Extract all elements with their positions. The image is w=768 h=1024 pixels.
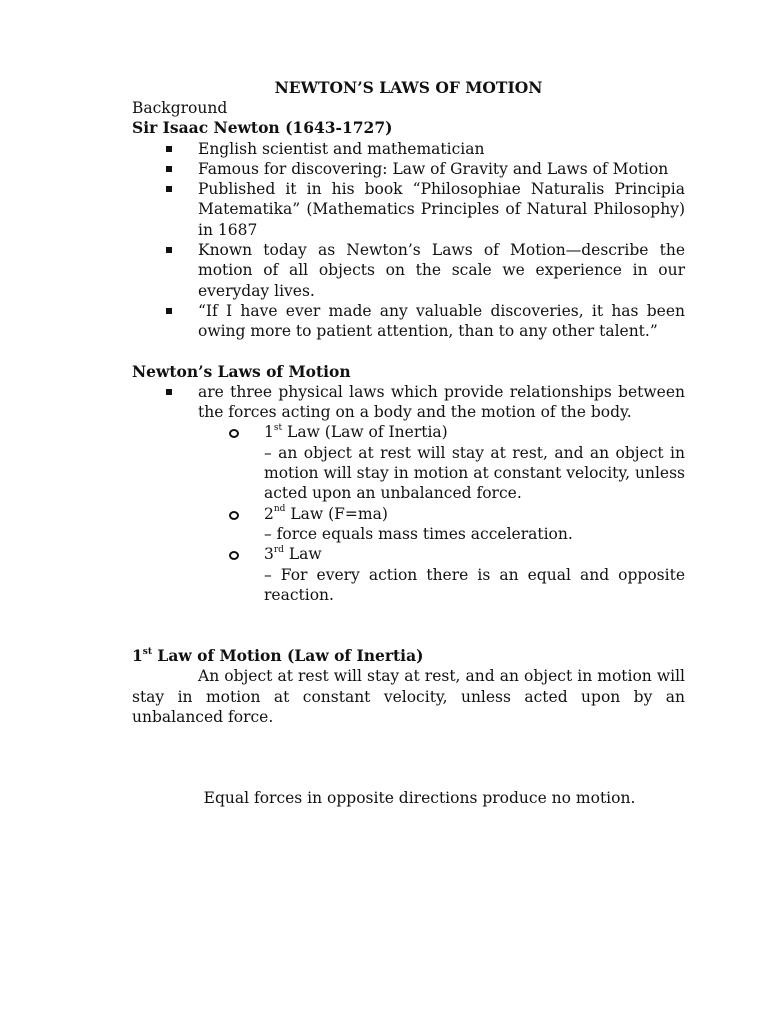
newton-bullet-list — [132, 139, 685, 342]
laws-intro-text: are three physical laws which provide relationships between the forces acting on a body and the motion of the body. — [198, 382, 685, 422]
square-bullet-icon — [166, 389, 172, 395]
laws-list — [132, 422, 685, 605]
law-item-1 — [132, 422, 685, 503]
law-description: – force equals mass times acceleration. — [264, 524, 573, 543]
laws-intro-list — [132, 382, 685, 423]
list-item — [132, 382, 685, 423]
square-bullet-icon — [166, 146, 172, 152]
square-bullet-icon — [166, 308, 172, 314]
bullet-text: “If I have ever made any valuable discoveries, it has been owing more to patient attention, than to any other talent.” — [198, 301, 685, 341]
first-law-number: 1 — [132, 646, 143, 666]
law-description: – For every action there is an equal and opposite reaction. — [264, 565, 685, 604]
list-item — [132, 159, 685, 179]
list-item — [132, 240, 685, 301]
law-number: 3 — [264, 545, 274, 564]
list-item — [132, 301, 685, 342]
bullet-text: Published it in his book “Philosophiae Naturalis Principia Matematika” (Mathematics Principles of Natural Philosophy) in 1687 — [198, 180, 685, 239]
law-item-2 — [132, 504, 685, 545]
law-name: Law — [283, 545, 322, 564]
list-item — [132, 139, 685, 159]
law-ordinal-suffix: nd — [273, 504, 286, 515]
first-law-ordinal-suffix: st — [142, 646, 153, 657]
background-label: Background — [132, 99, 228, 117]
law-ordinal-suffix: st — [273, 423, 283, 434]
square-bullet-icon — [166, 166, 172, 172]
circle-bullet-icon — [229, 551, 239, 560]
circle-bullet-icon — [229, 429, 239, 438]
newton-heading: Sir Isaac Newton (1643-1727) — [132, 118, 393, 138]
bullet-text: Famous for discovering: Law of Gravity and Laws of Motion — [198, 159, 669, 178]
law-title — [264, 422, 685, 442]
document-page — [132, 78, 685, 809]
square-bullet-icon — [166, 186, 172, 192]
law-name: Law (Law of Inertia) — [282, 423, 448, 442]
document-title: NEWTON’S LAWS OF MOTION — [274, 78, 543, 97]
law-name: Law (F=ma) — [285, 504, 388, 523]
circle-bullet-icon — [229, 511, 239, 520]
bullet-text: Known today as Newton’s Laws of Motion—describe the motion of all objects on the scale we experience in our everyday lives. — [198, 241, 685, 300]
square-bullet-icon — [166, 247, 172, 253]
law-description: – an object at rest will stay at rest, and an object in motion will stay in motion at constant velocity, unless acted upon an unbalanced force. — [264, 443, 685, 503]
list-item — [132, 179, 685, 240]
law-title — [264, 504, 685, 524]
first-law-heading — [132, 646, 685, 666]
closing-line: Equal forces in opposite directions produce no motion. — [203, 789, 636, 808]
first-law-heading-text: Law of Motion (Law of Inertia) — [152, 646, 424, 666]
bullet-text: English scientist and mathematician — [198, 139, 485, 158]
law-number: 1 — [264, 423, 274, 442]
law-number: 2 — [264, 504, 274, 523]
law-item-3 — [132, 544, 685, 605]
laws-heading: Newton’s Laws of Motion — [132, 361, 351, 381]
law-title — [264, 544, 685, 564]
law-ordinal-suffix: rd — [273, 545, 284, 556]
first-law-paragraph: An object at rest will stay at rest, and an object in motion will stay in motion at constant velocity, unless acted upon by an unbalanced force. — [132, 667, 685, 727]
